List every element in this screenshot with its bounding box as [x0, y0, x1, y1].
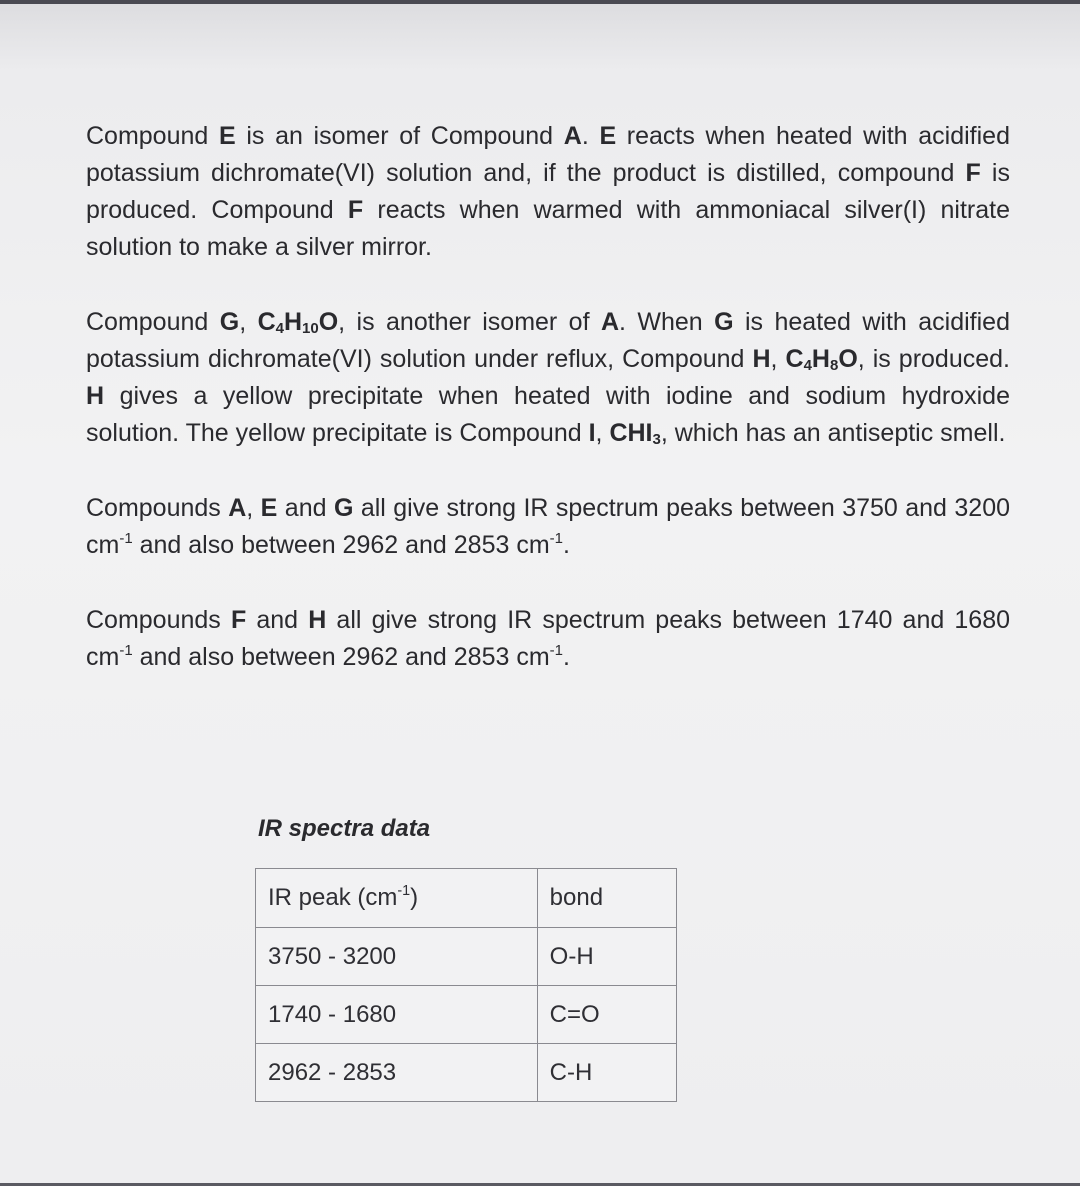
formula-subscript: 3	[652, 431, 661, 448]
text: .	[581, 122, 600, 150]
compound-label: E	[260, 494, 278, 522]
text: gives a yellow precipitate when heated with iodine and sodium hydroxide solution. The yellow precipitate is Compound	[86, 382, 1010, 447]
text: reacts when heated with acidified potassium dichromate(VI) solution and, if the product is distilled, compound	[86, 122, 1010, 187]
formula-c4h8o	[786, 345, 858, 373]
text: Compound	[86, 308, 220, 336]
paragraph-ir-aeg	[86, 490, 1010, 564]
formula-part: C	[785, 345, 804, 373]
document-page	[86, 118, 1010, 676]
formula-subscript: 4	[803, 357, 812, 374]
formula-part: C	[257, 308, 276, 336]
superscript: -1	[397, 883, 411, 899]
text: ,	[239, 308, 258, 336]
ir-spectra-table	[255, 868, 677, 1102]
table-title: IR spectra data	[258, 815, 431, 842]
compound-label: E	[599, 122, 617, 150]
compound-label: A	[600, 308, 620, 336]
text: reacts when warmed with ammoniacal silver(I) nitrate solution to make a silver mirror.	[86, 196, 1010, 261]
cell-bond: C-H	[537, 1044, 676, 1102]
text: and	[246, 606, 309, 634]
formula-subscript: 4	[275, 320, 284, 337]
superscript: -1	[119, 642, 133, 659]
compound-label: A	[563, 122, 582, 150]
compound-label: I	[588, 419, 596, 447]
text: and	[277, 494, 334, 522]
text: is produced. Compound	[86, 159, 1010, 224]
text: )	[410, 884, 419, 911]
text: ,	[770, 345, 786, 373]
top-edge	[0, 0, 1080, 4]
paragraph-compound-e	[86, 118, 1010, 266]
cell-bond: O-H	[537, 928, 676, 986]
compound-label: A	[228, 494, 247, 522]
text: is heated with acidified potassium dichromate(VI) solution under reflux, Compound	[86, 308, 1010, 373]
cell-peak: 1740 - 1680	[256, 986, 538, 1044]
text: IR peak (cm	[268, 884, 398, 911]
formula-part: H	[283, 308, 303, 336]
cell-bond: C=O	[537, 986, 676, 1044]
table-header-row	[256, 869, 677, 928]
compound-label: G	[714, 308, 734, 336]
cell-peak: 2962 - 2853	[256, 1044, 538, 1102]
formula-c4h10o	[258, 308, 339, 336]
cell-peak: 3750 - 3200	[256, 928, 538, 986]
header-bond: bond	[537, 869, 676, 928]
text: . When	[619, 308, 715, 336]
formula-part: H	[811, 345, 830, 373]
text: Compound	[86, 122, 219, 150]
formula-part: O	[838, 345, 858, 373]
table-row	[256, 1044, 677, 1102]
compound-label: H	[308, 606, 327, 634]
superscript: -1	[549, 642, 563, 659]
formula-chi3	[609, 419, 660, 447]
header-ir-peak	[256, 869, 538, 928]
compound-label: F	[230, 606, 247, 634]
paragraph-ir-fh	[86, 602, 1010, 676]
text: all give strong IR spectrum peaks between 3750 and 3200 cm	[86, 494, 1010, 559]
text: , is produced.	[857, 345, 1010, 373]
formula-subscript: 8	[829, 357, 839, 374]
compound-label: G	[333, 494, 354, 522]
text: .	[563, 531, 570, 559]
paragraph-compound-g	[86, 304, 1010, 452]
compound-label: G	[219, 308, 240, 336]
formula-part: O	[318, 308, 339, 336]
text: Compounds	[86, 606, 231, 634]
text: is an isomer of Compound	[235, 122, 564, 150]
compound-label: E	[218, 122, 236, 150]
formula-subscript: 10	[302, 320, 319, 337]
compound-label: H	[752, 345, 771, 373]
text: ,	[246, 494, 261, 522]
text: and also between 2962 and 2853 cm	[132, 643, 550, 671]
compound-label: F	[347, 196, 364, 224]
text: , which has an antiseptic smell.	[660, 419, 1006, 447]
text: .	[563, 643, 570, 671]
text: ,	[595, 419, 610, 447]
text: Compounds	[86, 494, 229, 522]
text: all give strong IR spectrum peaks between 1740 and 1680 cm	[86, 606, 1011, 671]
text: , is another isomer of	[338, 308, 601, 336]
table-row	[256, 928, 677, 986]
formula-part: CHI	[609, 419, 653, 447]
compound-label: F	[965, 159, 981, 187]
text: and also between 2962 and 2853 cm	[132, 531, 550, 559]
table-row	[256, 986, 677, 1044]
superscript: -1	[549, 530, 563, 547]
superscript: -1	[119, 530, 133, 547]
compound-label: H	[86, 382, 105, 410]
